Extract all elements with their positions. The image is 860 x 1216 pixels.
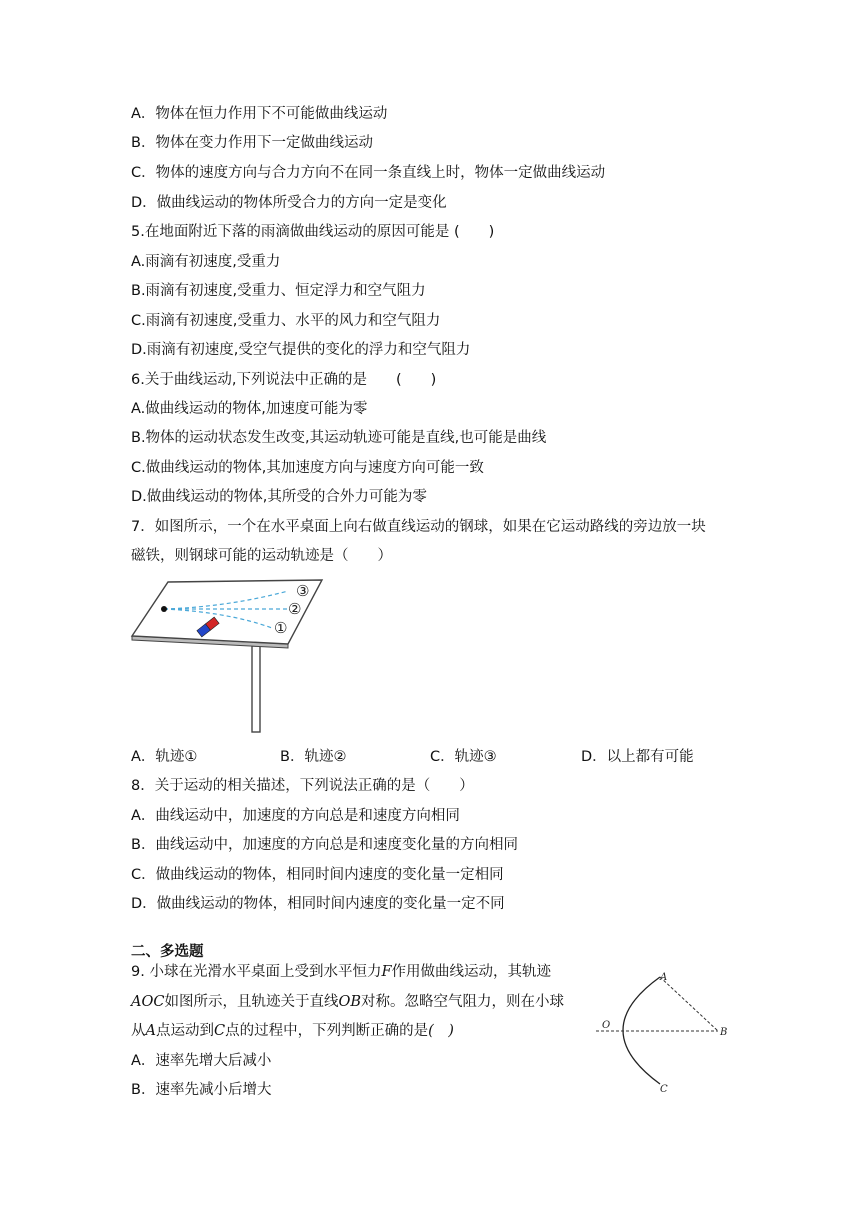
section-title: 二、多选题: [131, 944, 204, 960]
q9-trajectory-figure: [596, 968, 736, 1096]
q9-stem-line1: [131, 962, 551, 982]
q5-option-b: B.雨滴有初速度,受重力、恒定浮力和空气阻力: [131, 283, 426, 299]
q9-var-c: C: [213, 1023, 226, 1039]
label-c: C: [660, 1084, 668, 1095]
q9-text: 点的过程中，下列判断正确的是: [225, 1023, 429, 1039]
q9-var-a: A: [145, 1023, 156, 1039]
q4-option-a: A．物体在恒力作用下不可能做曲线运动: [131, 106, 388, 122]
q9-var-ob: OB: [338, 994, 362, 1010]
label-b: B: [720, 1027, 728, 1038]
label-3: ③: [296, 582, 310, 600]
q5-stem: 5.在地面附近下落的雨滴做曲线运动的原因可能是 ( ): [131, 224, 495, 240]
q7-table-figure: [128, 578, 328, 733]
q9-var-f: F: [381, 964, 392, 980]
q6-stem: 6.关于曲线运动,下列说法中正确的是 ( ): [131, 372, 437, 388]
q9-option-b: B．速率先减小后增大: [131, 1082, 272, 1098]
q8-option-b: B．曲线运动中，加速度的方向总是和速度变化量的方向相同: [131, 837, 518, 853]
q7-option-c: C．轨迹③: [430, 749, 497, 765]
q7-option-a: A．轨迹①: [131, 749, 198, 765]
label-2: ②: [288, 600, 302, 618]
q5-option-a: A.雨滴有初速度,受重力: [131, 254, 281, 270]
q9-option-a: A．速率先增大后减小: [131, 1053, 272, 1069]
q7-stem-line2: 磁铁，则钢球可能的运动轨迹是（ ）: [131, 548, 392, 564]
label-1: ①: [274, 619, 288, 637]
q9-paren: ( ): [428, 1023, 454, 1039]
q7-stem-line1: 7．如图所示，一个在水平桌面上向右做直线运动的钢球，如果在它运动路线的旁边放一块: [131, 519, 706, 535]
q9-var-aoc: AOC: [131, 994, 165, 1010]
q6-option-d: D.做曲线运动的物体,其所受的合外力可能为零: [131, 489, 427, 505]
q8-option-d: D．做曲线运动的物体，相同时间内速度的变化量一定不同: [131, 896, 505, 912]
q8-stem: 8．关于运动的相关描述，下列说法正确的是（ ）: [131, 778, 474, 794]
q4-option-b: B．物体在变力作用下一定做曲线运动: [131, 135, 373, 151]
q8-option-a: A．曲线运动中，加速度的方向总是和速度方向相同: [131, 808, 460, 824]
q9-stem-line3: [131, 1021, 454, 1041]
q7-option-b: B．轨迹②: [280, 749, 347, 765]
q4-option-c: C．物体的速度方向与合力方向不在同一条直线上时，物体一定做曲线运动: [131, 165, 606, 181]
q4-option-d: D．做曲线运动的物体所受合力的方向一定是变化: [131, 195, 447, 211]
q9-text: 从: [131, 1023, 146, 1039]
q6-option-c: C.做曲线运动的物体,其加速度方向与速度方向可能一致: [131, 460, 484, 476]
q5-option-d: D.雨滴有初速度,受空气提供的变化的浮力和空气阻力: [131, 342, 471, 358]
q7-option-d: D．以上都有可能: [581, 749, 694, 765]
q5-option-c: C.雨滴有初速度,受重力、水平的风力和空气阻力: [131, 313, 441, 329]
q9-text: 如图所示，且轨迹关于直线: [164, 994, 339, 1010]
q9-text: 点运动到: [155, 1023, 214, 1039]
q9-stem-line2: [131, 992, 564, 1012]
q9-text: 9. 小球在光滑水平桌面上受到水平恒力: [131, 964, 382, 980]
dashed-ab: [660, 977, 718, 1031]
table-leg: [252, 646, 260, 732]
q6-option-a: A.做曲线运动的物体,加速度可能为零: [131, 401, 368, 417]
q8-option-c: C．做曲线运动的物体，相同时间内速度的变化量一定相同: [131, 867, 504, 883]
q6-option-b: B.物体的运动状态发生改变,其运动轨迹可能是直线,也可能是曲线: [131, 430, 547, 446]
steel-ball: [161, 606, 167, 612]
q9-text: 对称。忽略空气阻力，则在小球: [361, 994, 565, 1010]
q9-text: 作用做曲线运动，其轨迹: [391, 964, 552, 980]
label-o: O: [602, 1020, 611, 1031]
label-a: A: [660, 972, 668, 983]
